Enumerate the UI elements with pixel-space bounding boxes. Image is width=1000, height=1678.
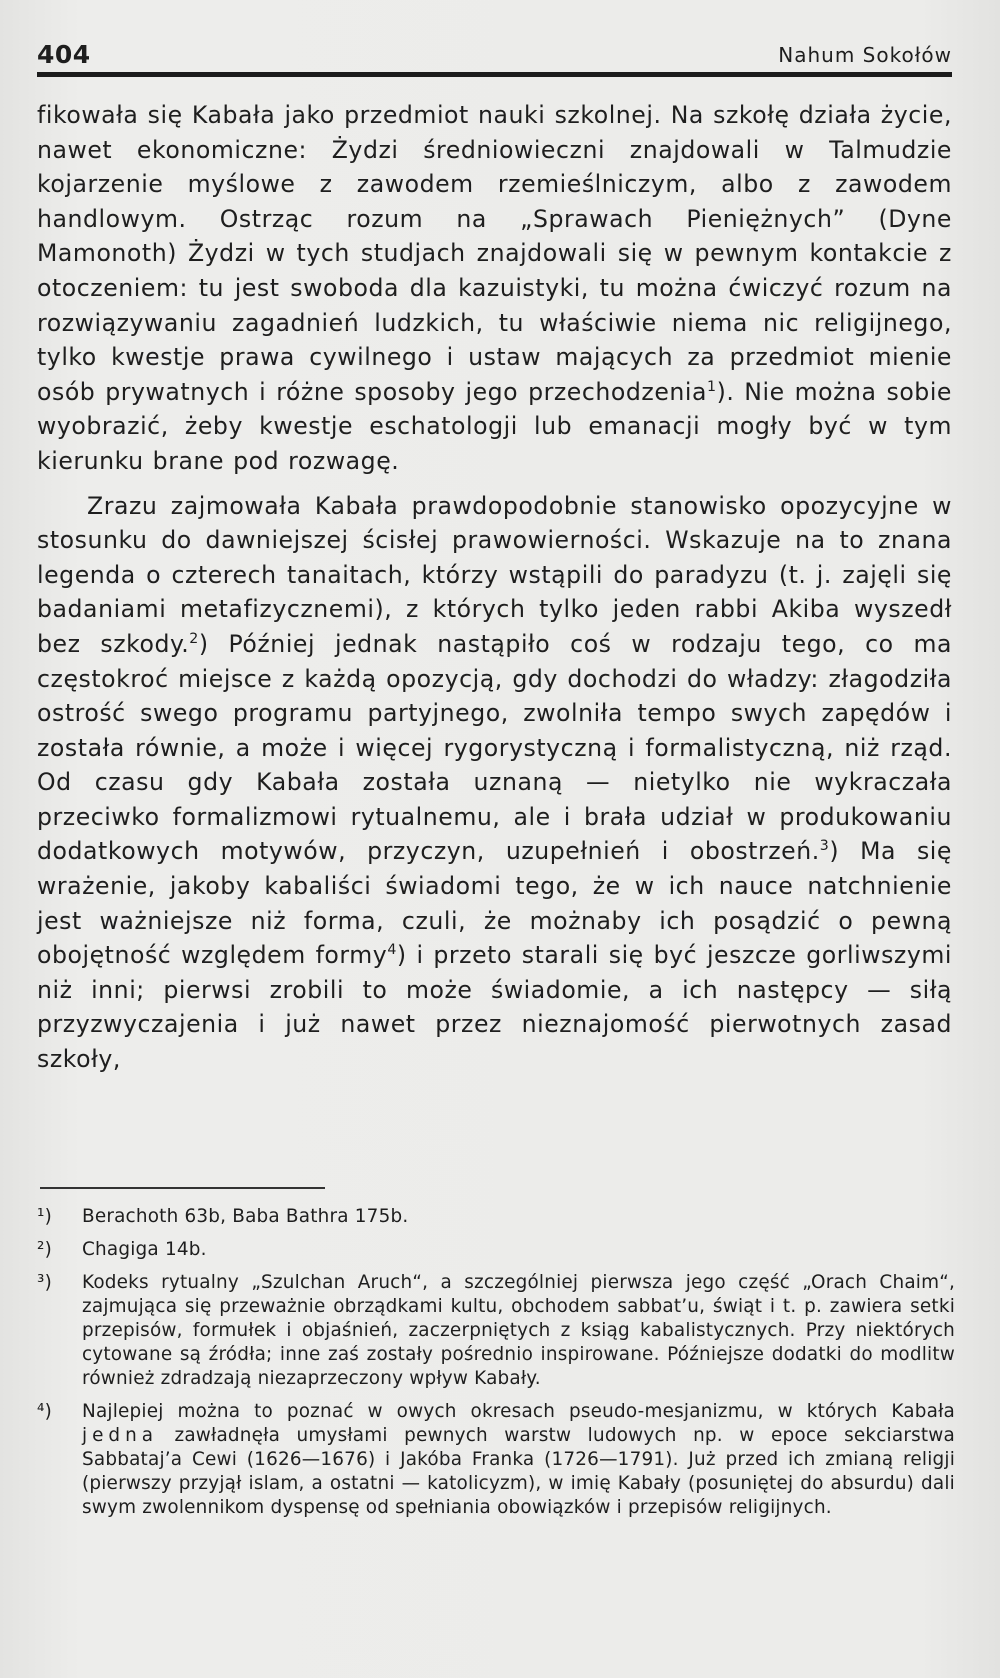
footnote-mark: ³) <box>37 1272 52 1293</box>
footnote-ref-2: 2 <box>189 631 199 648</box>
header-rule <box>37 72 952 77</box>
main-text <box>37 98 952 1077</box>
footnote-text: Kodeks rytualny „Szulchan Aruch“, a szczególniej pierwsza jego część „Orach Chaim“, zajmująca się przeważnie obrządkami kultu, obchodem sabbat’u, świąt i t. p. zawiera setki przepisów, formułek i objaśnień, zaczerpniętych z ksiąg kabalistycznych. Przy niektórych cytowane są źródła; inne zaś zostały pośrednio inspirowane. Późniejsze dodatki do modlitw również zdradzają niezaprzeczony wpływ Kabały. <box>82 1272 955 1389</box>
footnote-text: Berachoth 63b, Baba Bathra 175b. <box>82 1206 409 1227</box>
emphasized-word: jedna <box>82 1425 159 1446</box>
footnote-2 <box>37 1238 955 1262</box>
footnote-mark: ²) <box>37 1239 52 1260</box>
footnotes <box>37 1205 955 1529</box>
footnote-ref-4: 4 <box>387 942 397 959</box>
paragraph-1: fikowała się Kabała jako przedmiot nauki szkolnej. Na szkołę działa życie, nawet ekonomiczne: Żydzi średniowieczni znajdowali w Talmudzie kojarzenie myślowe z zawodem rzemieślniczym, albo z zawodem handlowym. Ostrząc rozum na „Sprawach Pieniężnych” (Dyne Mamonoth) Żydzi w tych studjach znajdowali się w pewnym kontakcie z otoczeniem: tu jest swoboda dla kazuistyki, tu można ćwiczyć rozum na rozwiązywaniu zagadnień ludzkich, tu właściwie niema nic religijnego, tylko kwestje prawa cywilnego i ustaw mających za przedmiot mienie osób prywatnych i różne sposoby jego przechodzenia$^1$). Nie można sobie wyobrazić, żeby kwestje eschatologji lub emanacji mogły być w tym kierunku brane pod rozwagę. <box>37 101 952 475</box>
footnote-text: Chagiga 14b. <box>82 1239 207 1260</box>
footnote-ref-1: 1 <box>707 378 717 395</box>
paragraph-2: Zrazu zajmowała Kabała prawdopodobnie stanowisko opozycyjne w stosunku do dawniejszej ścisłej prawowierności. Wskazuje na to znana legenda o czterech tanaitach, którzy wstąpili do paradyzu (t. j. zajęli się badaniami metafizycznemi), z których tylko jeden rabbi Akiba wyszedł bez szkody.$^2$) Później jednak nastąpiło coś w rodzaju tego, co ma częstokroć miejsce z każdą opozycją, gdy dochodzi do władzy: złagodziła ostrość swego programu partyjnego, zwolniła tempo swych zapędów i została równie, a może i więcej rygorystyczną i formalistyczną, niż rząd. Od czasu gdy Kabała została uznaną — nietylko nie wykraczała przeciwko formalizmowi rytualnemu, ale i brała udział w produkowaniu dodatkowych motywów, przyczyn, uzupełnień i obostrzeń.$^3$) Ma się wrażenie, jakoby kabaliści świadomi tego, że w ich nauce natchnienie jest ważniejsze niż forma, czuli, że możnaby ich posądzić o pewną obojętność względem formy$^4$) i przeto starali się być jeszcze gorliwszymi niż inni; pierwsi zrobili to może świadomie, a ich następcy — siłą przyzwyczajenia i już nawet przez nieznajomość pierwotnych zasad szkoły, <box>37 491 952 1074</box>
footnote-mark: ¹) <box>37 1206 52 1227</box>
footnote-rule <box>40 1187 325 1189</box>
running-head: Nahum Sokołów <box>778 43 952 67</box>
footnote-1 <box>37 1205 955 1229</box>
footnote-4 <box>37 1400 955 1520</box>
footnote-text: Najlepiej można to poznać w owych okresach pseudo-mesjanizmu, w których Kabała jedna zawładnęła umysłami pewnych warstw ludowych np. w epoce sekciarstwa Sabbataj’a Cewi (1626—1676) i Jakóba Franka (1726—1791). Już przed ich zmianą religji (pierwszy przyjął islam, a ostatni — katolicyzm), w imię Kabały (posuniętej do absurdu) dali swym zwolennikom dyspensę od spełniania obowiązków i przepisów religijnych. <box>82 1401 955 1518</box>
footnote-ref-3: 3 <box>819 838 830 855</box>
page-header <box>37 40 952 76</box>
footnote-3 <box>37 1271 955 1391</box>
footnote-mark: ⁴) <box>37 1401 52 1422</box>
page-number: 404 <box>37 40 91 69</box>
